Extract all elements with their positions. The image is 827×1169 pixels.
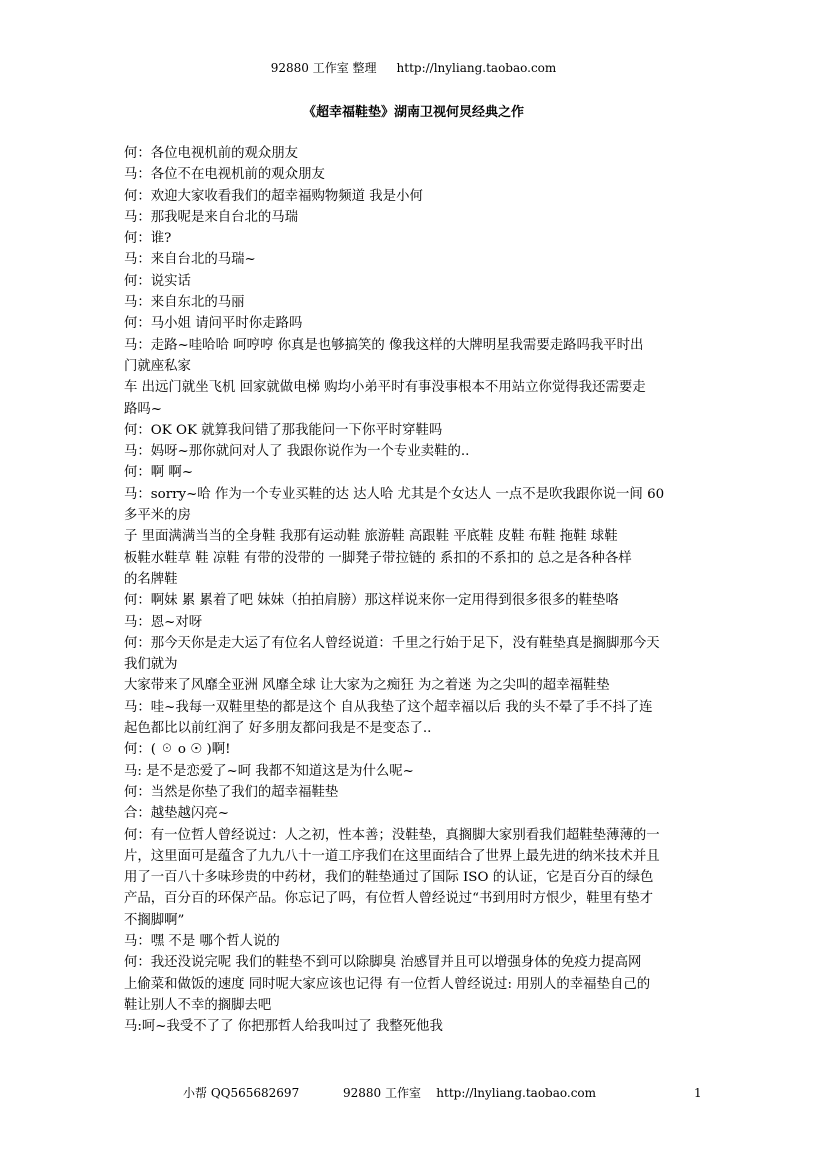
dialogue-line: 马：那我呢是来自台北的马瑞 — [124, 209, 299, 225]
dialogue-line: 我们就为 — [124, 657, 178, 673]
dialogue-line: 大家带来了风靡全亚洲 风靡全球 让大家为之痴狂 为之着迷 为之尖叫的超幸福鞋垫 — [124, 678, 610, 694]
dialogue-line: 产品，百分百的环保产品。你忘记了吗，有位哲人曾经说过“书到用时方恨少，鞋里有垫才 — [124, 891, 654, 907]
dialogue-line: 何：那今天你是走大运了有位名人曾经说道：千里之行始于足下，没有鞋垫真是搁脚那今天 — [124, 635, 660, 651]
footer-helper: 小帮 QQ565682697 — [183, 1086, 300, 1100]
dialogue-line: 用了一百八十多味珍贵的中药材，我们的鞋垫通过了国际 ISO 的认证，它是百分百的绿色 — [124, 870, 654, 886]
dialogue-line: 何：OK OK 就算我问错了那我能问一下你平时穿鞋吗 — [124, 422, 443, 438]
dialogue-line: 门就座私家 — [124, 358, 191, 374]
dialogue-line: 的名牌鞋 — [124, 571, 178, 587]
dialogue-line: 片，这里面可是蕴含了九九八十一道工序我们在这里面结合了世界上最先进的纳米技术并且 — [124, 848, 660, 864]
dialogue-line: 多平米的房 — [124, 508, 191, 524]
dialogue-line: 上偷菜和做饭的速度 同时呢大家应该也记得 有一位哲人曾经说过: 用别人的幸福垫自己的 — [124, 976, 651, 992]
dialogue-line: 板鞋水鞋草 鞋 凉鞋 有带的没带的 一脚凳子带拉链的 系扣的不系扣的 总之是各种各样 — [124, 550, 632, 566]
dialogue-line: 马：各位不在电视机前的观众朋友 — [124, 167, 325, 183]
header-url: http://lnyliang.taobao.com — [396, 61, 557, 75]
dialogue-line: 马：来自东北的马丽 — [124, 295, 245, 311]
dialogue-line: 马：哇~我每一双鞋里垫的都是这个 自从我垫了这个超幸福以后 我的头不晕了手不抖了连 — [124, 699, 653, 715]
dialogue-body — [124, 143, 704, 1037]
dialogue-line: 马:呵~我受不了了 你把那哲人给我叫过了 我整死他我 — [124, 1019, 443, 1035]
dialogue-line: 马：恩~对呀 — [124, 614, 203, 630]
dialogue-line: 何：啊妹 累 累着了吧 妹妹（拍拍肩膀）那这样说来你一定用得到很多很多的鞋垫咯 — [124, 593, 619, 609]
dialogue-line: 何：我还没说完呢 我们的鞋垫不到可以除脚臭 治感冒并且可以增强身体的免疫力提高网 — [124, 955, 642, 971]
dialogue-line: 车 出远门就坐飞机 回家就做电梯 购均小弟平时有事没事根本不用站立你觉得我还需要走 — [124, 380, 646, 396]
dialogue-line: 马：嘿 不是 哪个哲人说的 — [124, 933, 280, 949]
page-number: 1 — [694, 1086, 702, 1100]
dialogue-line: 何：欢迎大家收看我们的超幸福购物频道 我是小何 — [124, 188, 423, 204]
page-footer — [0, 1085, 827, 1101]
dialogue-line: 马：走路~哇哈哈 呵哼哼 你真是也够搞笑的 像我这样的大牌明星我需要走路吗我平时出 — [124, 337, 644, 353]
dialogue-line: 马：来自台北的马瑞~ — [124, 252, 256, 268]
dialogue-line: 何：啊 啊~ — [124, 465, 194, 481]
footer-studio: 92880 工作室 — [343, 1086, 421, 1100]
page-header — [0, 60, 827, 76]
dialogue-line: 何：有一位哲人曾经说过：人之初，性本善；没鞋垫，真搁脚大家别看我们超鞋垫薄薄的一 — [124, 827, 660, 843]
dialogue-line: 起色都比以前红润了 好多朋友都问我是不是变态了.. — [124, 721, 432, 737]
dialogue-line: 马：妈呀~那你就问对人了 我跟你说作为一个专业卖鞋的.. — [124, 444, 470, 460]
dialogue-line: 何：各位电视机前的观众朋友 — [124, 146, 299, 161]
dialogue-line: 何：( ☉ o ☉ )啊! — [124, 742, 231, 758]
dialogue-line: 合：越垫越闪亮~ — [124, 806, 229, 822]
dialogue-line: 鞋让别人不幸的搁脚去吧 — [124, 997, 272, 1013]
dialogue-line: 不搁脚啊” — [124, 912, 185, 928]
dialogue-line: 何：马小姐 请问平时你走路吗 — [124, 316, 303, 332]
footer-url: http://lnyliang.taobao.com — [436, 1086, 597, 1100]
dialogue-line: 路吗~ — [124, 401, 163, 417]
dialogue-line: 子 里面满满当当的全身鞋 我那有运动鞋 旅游鞋 高跟鞋 平底鞋 皮鞋 布鞋 拖鞋 球鞋 — [124, 529, 618, 545]
dialogue-line: 何：当然是你垫了我们的超幸福鞋垫 — [124, 784, 339, 800]
dialogue-line: 马：sorry~哈 作为一个专业买鞋的达 达人哈 尤其是个女达人 一点不是吹我跟你说一间 60 — [124, 486, 665, 502]
header-studio: 92880 工作室 整理 — [270, 61, 377, 75]
dialogue-line: 马: 是不是恋爱了~呵 我都不知道这是为什么呢~ — [124, 763, 414, 779]
dialogue-line: 何：谁? — [124, 231, 172, 247]
dialogue-line: 何：说实话 — [124, 273, 191, 289]
footer-studio-url — [343, 1085, 596, 1101]
document-title: 《超幸福鞋垫》湖南卫视何炅经典之作 — [302, 105, 524, 120]
